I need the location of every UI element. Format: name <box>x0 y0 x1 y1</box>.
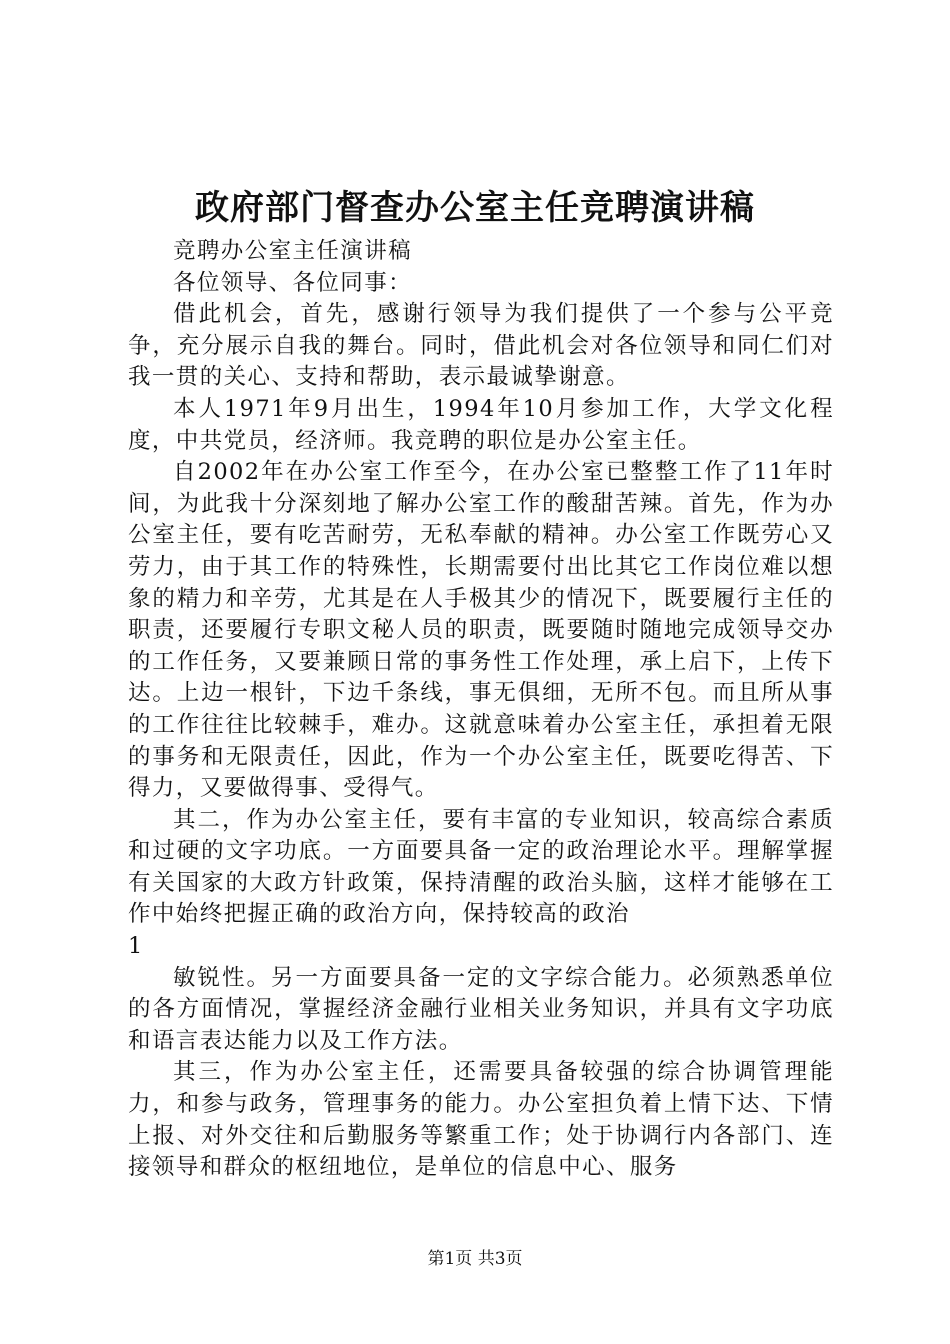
paragraph-salutation: 各位领导、各位同事： <box>173 269 413 296</box>
paragraph-personal-info: 本人1971年9月出生，1994年10月参加工作，大学文化程度，中共党员，经济师。我竞聘的职位是办公室主任。 <box>128 395 834 454</box>
paragraph-third-point: 其三，作为办公室主任，还需要具备较强的综合协调管理能力，和参与政务，管理事务的能力。办公室担负着上情下达、下情上报、对外交往和后勤服务等繁重工作；处于协调行内各部门、连接领导和群众的枢纽地位，是单位的信息中心、服务 <box>128 1059 834 1181</box>
paragraph-second-point-continued: 敏锐性。另一方面要具备一定的文字综合能力。必须熟悉单位的各方面情况，掌握经济金融行业相关业务知识，并具有文字功底和语言表达能力以及工作方法。 <box>128 964 834 1054</box>
inline-page-number: 1 <box>128 933 144 960</box>
paragraph-opening: 借此机会，首先，感谢行领导为我们提供了一个参与公平竞争，充分展示自我的舞台。同时，借此机会对各位领导和同仁们对我一贯的关心、支持和帮助，表示最诚挚谢意。 <box>128 301 834 391</box>
paragraph-experience: 自2002年在办公室工作至今，在办公室已整整工作了11年时间，为此我十分深刻地了解办公室工作的酸甜苦辣。首先，作为办公室主任，要有吃苦耐劳，无私奉献的精神。办公室工作既劳心又劳力，由于其工作的特殊性，长期需要付出比其它工作岗位难以想象的精力和辛劳，尤其是在人手极其少的情况下，既要履行主任的职责，还要履行专职文秘人员的职责，既要随时随地完成领导交办的工作任务，又要兼顾日常的事务性工作处理，承上启下，上传下达。上边一根针，下边千条线，事无俱细，无所不包。而且所从事的工作往往比较棘手，难办。这就意味着办公室主任，承担着无限的事务和无限责任，因此，作为一个办公室主任，既要吃得苦、下得力，又要做得事、受得气。 <box>128 459 834 802</box>
page-footer: 第1页 共3页 <box>427 1249 523 1269</box>
document-body <box>128 236 834 1184</box>
paragraph-second-point: 其二，作为办公室主任，要有丰富的专业知识，较高综合素质和过硬的文字功底。一方面要具备一定的政治理论水平。理解掌握有关国家的大政方针政策，保持清醒的政治头脑，这样才能够在工作中始终把握正确的政治方向，保持较高的政治 <box>128 806 834 928</box>
paragraph-subtitle: 竞聘办公室主任演讲稿 <box>173 238 413 264</box>
document-title: 政府部门督查办公室主任竞聘演讲稿 <box>195 188 755 228</box>
